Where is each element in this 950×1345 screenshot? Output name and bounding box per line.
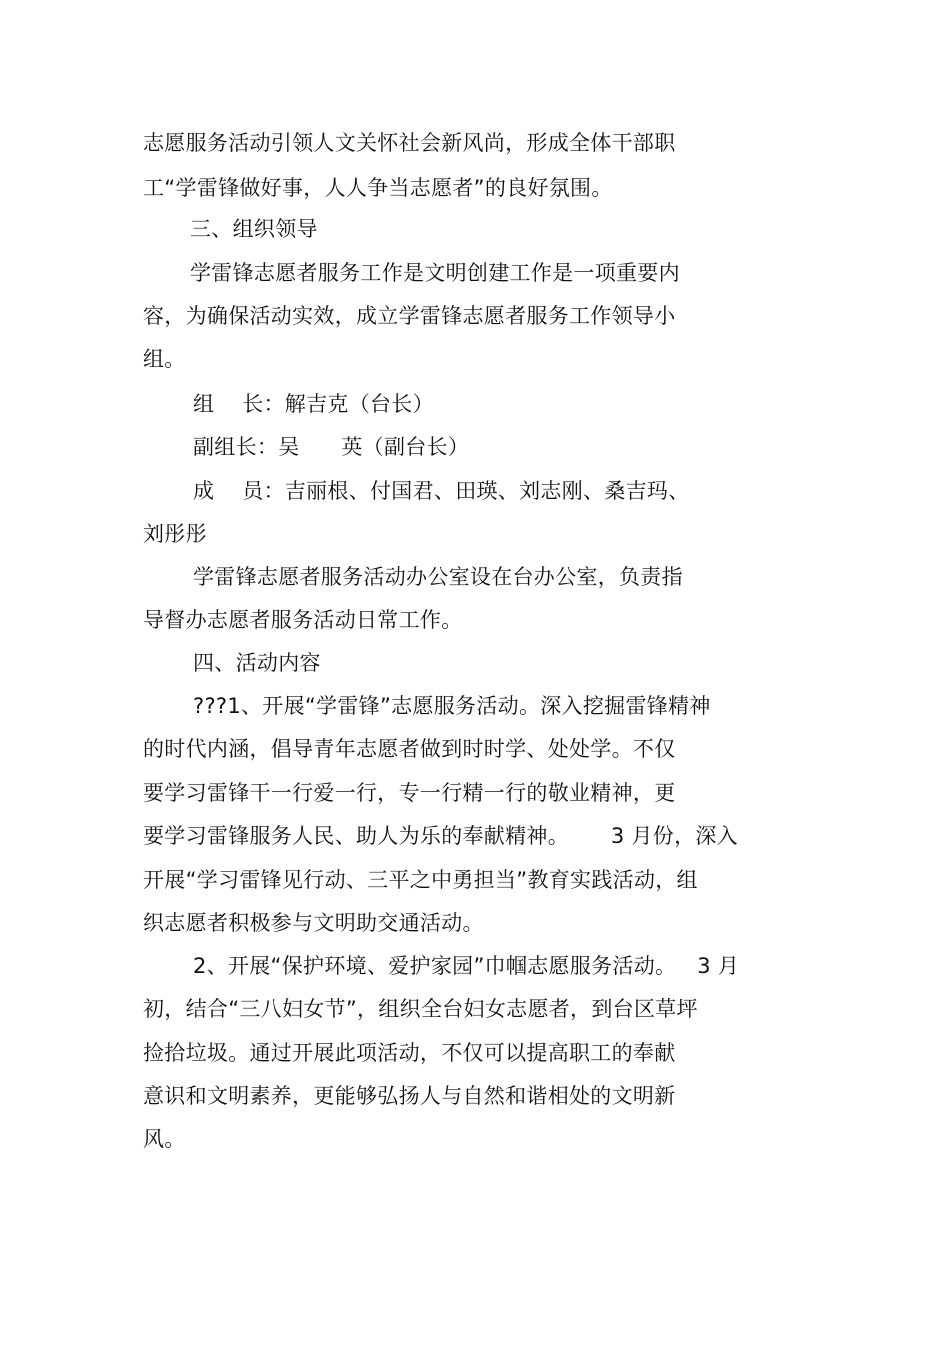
body-line-2: 工“学雷锋做好事，人人争当志愿者”的良好氛围。 [143,176,613,200]
activity-1-line-5: 开展“学习雷锋见行动、三平之中勇担当”教育实践活动，组 [143,868,698,892]
activity-1-line-4: 要学习雷锋服务人民、助人为乐的奉献精神。 3 月份，深入 [143,824,738,848]
activity-2-line-3: 捡拾垃圾。通过开展此项活动，不仅可以提高职工的奉献 [143,1041,676,1065]
members-line-continued: 刘彤彤 [143,522,207,546]
activity-1-line-1: ???1、开展“学雷锋”志愿服务活动。深入挖掘雷锋精神 [193,694,711,718]
deputy-leader-line: 副组长：吴 英（副台长） [193,435,470,459]
section-heading-activities: 四、活动内容 [193,651,321,675]
body-line-4: 学雷锋志愿者服务工作是文明创建工作是一项重要内 [190,261,680,285]
members-line: 成 员：吉丽根、付国君、田瑛、刘志刚、桑吉玛、 [193,479,690,503]
body-line-6: 组。 [143,347,186,371]
body-line-12: 导督办志愿者服务活动日常工作。 [143,608,463,632]
activity-1-line-6: 织志愿者积极参与文明助交通活动。 [143,911,484,935]
activity-2-line-2: 初，结合“三八妇女节”，组织全台妇女志愿者，到台区草坪 [143,997,698,1021]
body-line-1: 志愿服务活动引领人文关怀社会新风尚，形成全体干部职 [143,131,676,155]
section-heading-organization: 三、组织领导 [190,217,318,241]
body-line-11: 学雷锋志愿者服务活动办公室设在台办公室，负责指 [193,565,683,589]
activity-2-line-1: 2、开展“保护环境、爱护家园”巾帼志愿服务活动。 3 月 [193,954,740,978]
activity-2-line-4: 意识和文明素养，更能够弘扬人与自然和谐相处的文明新 [143,1084,676,1108]
activity-2-line-5: 风。 [143,1127,186,1151]
body-line-5: 容，为确保活动实效，成立学雷锋志愿者服务工作领导小 [143,304,676,328]
activity-1-line-3: 要学习雷锋干一行爱一行，专一行精一行的敬业精神，更 [143,781,676,805]
group-leader-line: 组 长：解吉克（台长） [193,392,434,416]
activity-1-line-2: 的时代内涵，倡导青年志愿者做到时时学、处处学。不仅 [143,737,676,761]
